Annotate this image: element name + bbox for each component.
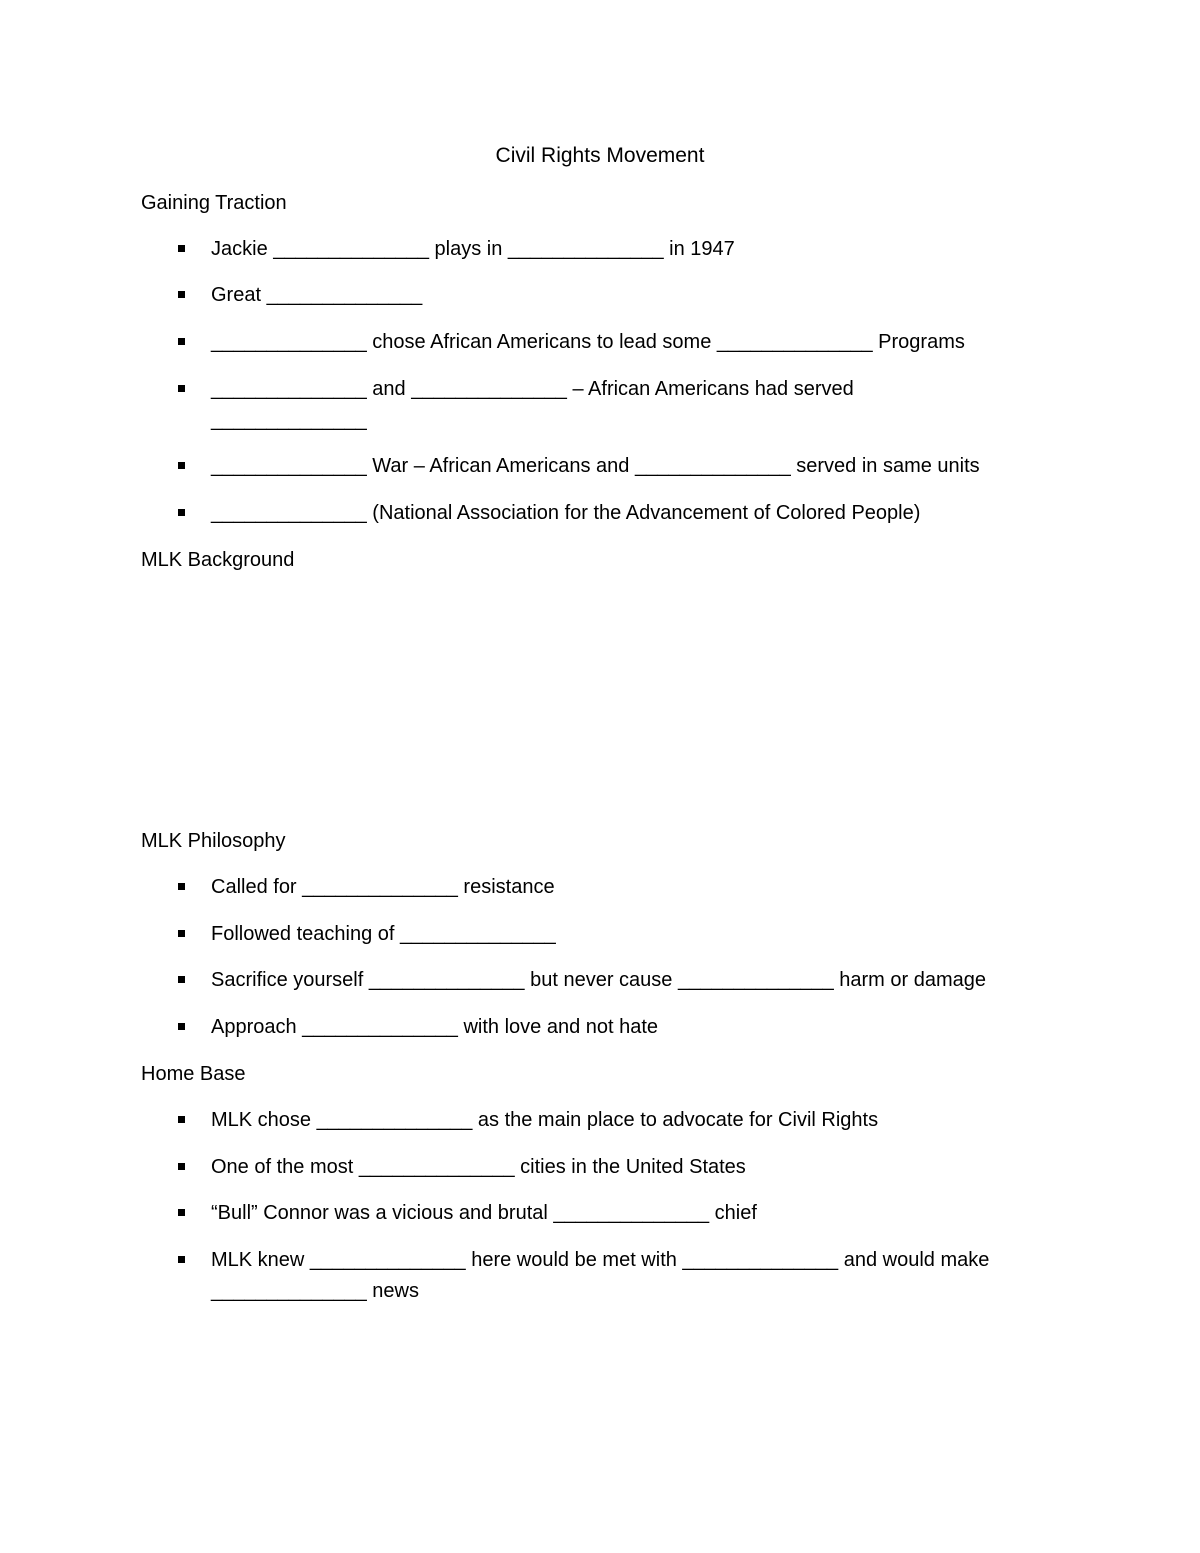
bullet-icon bbox=[178, 1199, 190, 1227]
section-heading-mlk-background: MLK Background bbox=[141, 549, 295, 571]
list-item: ______________ War – African Americans and ______________ served in same units bbox=[211, 455, 980, 477]
list-item: ______________ chose African Americans to lead some ______________ Programs bbox=[211, 331, 965, 353]
list-item: Called for ______________ resistance bbox=[211, 876, 555, 898]
bullet-icon bbox=[178, 452, 190, 480]
bullet-icon bbox=[178, 235, 190, 263]
bullet-icon bbox=[178, 1246, 190, 1274]
bullet-icon bbox=[178, 281, 190, 309]
bullet-icon bbox=[178, 375, 190, 403]
list-item: Great ______________ bbox=[211, 284, 423, 306]
section-heading-gaining-traction: Gaining Traction bbox=[141, 192, 287, 214]
list-item: “Bull” Connor was a vicious and brutal ______________ chief bbox=[211, 1202, 757, 1224]
list-item: Approach ______________ with love and not hate bbox=[211, 1016, 659, 1038]
list-item: MLK knew ______________ here would be met with ______________ and would make ______________ news bbox=[211, 1249, 995, 1302]
section-heading-mlk-philosophy: MLK Philosophy bbox=[141, 830, 286, 852]
bullet-icon bbox=[178, 1106, 190, 1134]
list-item: One of the most ______________ cities in the United States bbox=[211, 1156, 746, 1178]
list-item: Jackie ______________ plays in ______________ in 1947 bbox=[211, 238, 735, 260]
page-title: Civil Rights Movement bbox=[495, 144, 705, 167]
bullet-icon bbox=[178, 873, 190, 901]
section-heading-home-base: Home Base bbox=[141, 1063, 246, 1085]
bullet-icon bbox=[178, 1153, 190, 1181]
bullet-icon bbox=[178, 1013, 190, 1041]
list-item: Followed teaching of ______________ bbox=[211, 923, 556, 945]
list-item: MLK chose ______________ as the main place to advocate for Civil Rights bbox=[211, 1109, 879, 1131]
list-item: ______________ (National Association for the Advancement of Colored People) bbox=[211, 502, 921, 524]
bullet-icon bbox=[178, 328, 190, 356]
bullet-icon bbox=[178, 920, 190, 948]
list-item: ______________ and ______________ – African Americans had served ______________ bbox=[211, 378, 860, 431]
list-item: Sacrifice yourself ______________ but never cause ______________ harm or damage bbox=[211, 969, 986, 991]
bullet-icon bbox=[178, 499, 190, 527]
bullet-icon bbox=[178, 966, 190, 994]
